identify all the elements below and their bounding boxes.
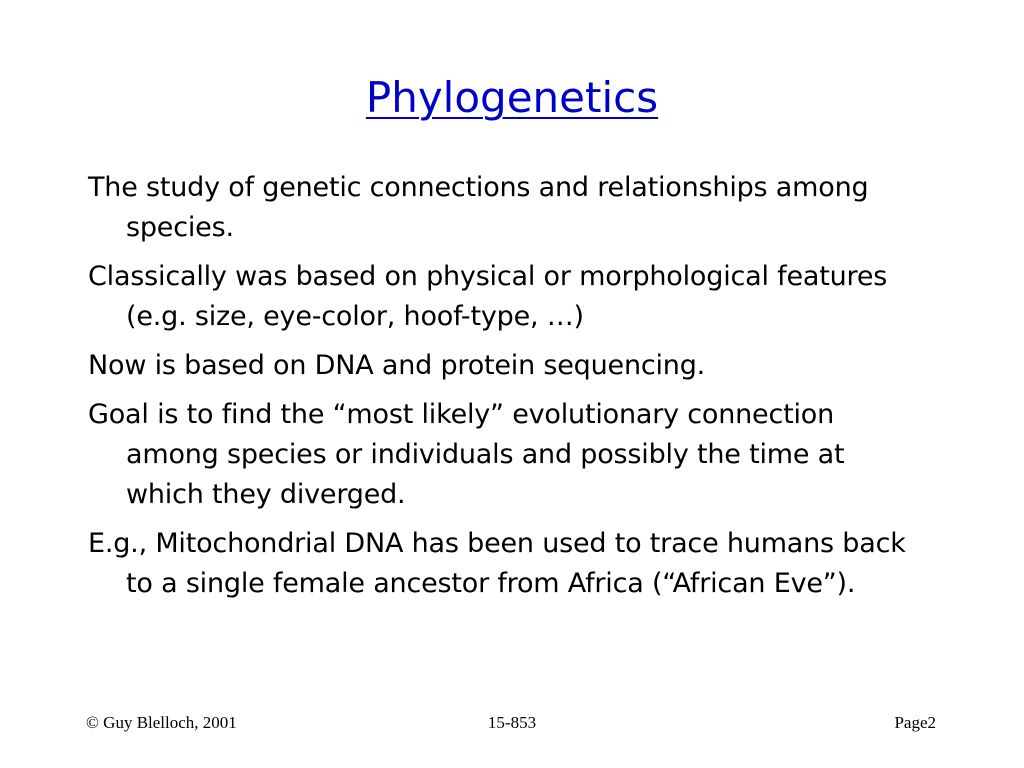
bullet-item: Goal is to find the “most likely” evolutionary connection among species or individuals and possibly the time at which they diverged. [88,399,845,510]
bullet-item: Classically was based on physical or morphological features (e.g. size, eye-color, hoof-type, …) [88,261,888,332]
bullet-list [88,168,918,613]
bullet-item: The study of genetic connections and relationships among species. [88,172,869,243]
slide-title: Phylogenetics [365,73,659,122]
footer-course: 15-853 [487,713,537,732]
bullet-item: Now is based on DNA and protein sequencing. [88,350,706,381]
footer-page-number: Page2 [894,713,936,732]
bullet-item: E.g., Mitochondrial DNA has been used to trace humans back to a single female ancestor from Africa (“African Eve”). [88,528,906,599]
footer-copyright: © Guy Blelloch, 2001 [86,713,237,732]
